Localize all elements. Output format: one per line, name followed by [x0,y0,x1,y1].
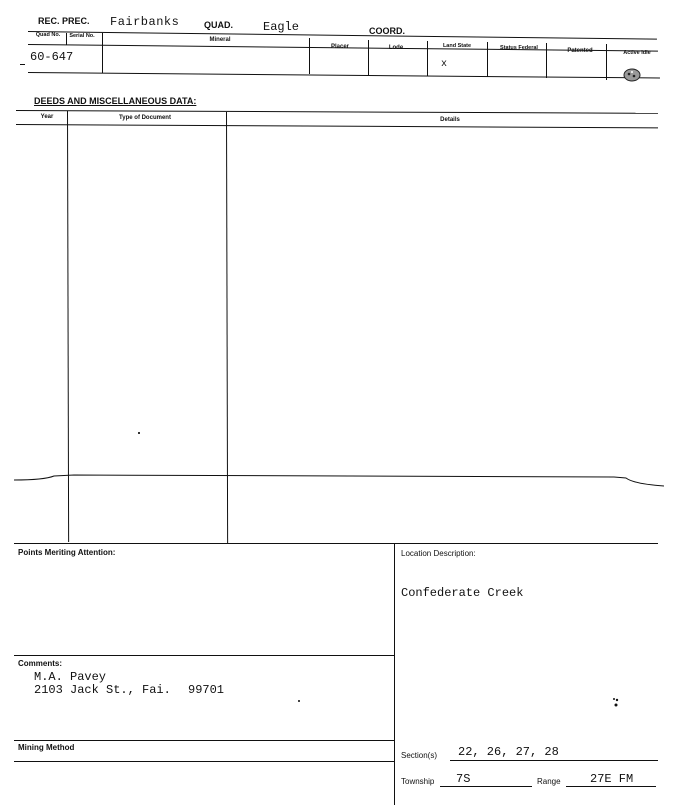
comments-label: Comments: [18,659,63,668]
sep-lode [427,41,428,76]
row-bottom-rule [28,72,660,79]
sep-status [546,43,547,78]
deeds-col-year: Year [40,114,54,120]
page-seam-line [14,468,664,494]
township-value: 7S [456,772,471,786]
sep-quad [66,33,67,45]
deeds-col-type: Type of Document [119,115,171,121]
comments-rule [14,655,394,656]
comments-zip: 99701 [188,683,225,697]
sep-serial [102,33,103,73]
col-active-idle: Active Idle [623,50,651,56]
points-label: Points Meriting Attention: [18,548,116,557]
col-quad-no: Quad No. [35,32,61,38]
deeds-top-rule [16,110,658,114]
location-value: Confederate Creek [401,586,524,600]
col-land-state: Land State [442,43,472,49]
rec-prec-value: Fairbanks [110,15,180,29]
col-placer: Placer [330,44,349,50]
location-label: Location Description: [401,549,476,558]
township-label: Township [401,777,435,786]
speck [138,432,140,434]
range-value: 27E FM [590,772,634,786]
row-dash-mark [20,64,25,65]
stamp-seal-icon [622,68,642,82]
rec-prec-label: REC. PREC. [38,16,90,26]
ink-blot [612,696,620,708]
deeds-head-rule [16,124,658,128]
mining-rule [14,740,394,741]
comments-line1: M.A. Pavey [34,670,107,684]
range-label: Range [537,777,561,786]
township-underline [440,786,532,787]
sep-land [487,42,488,77]
lower-top-rule [14,543,658,544]
sep-mineral [309,38,310,74]
sections-label: Section(s) [401,751,438,760]
sections-value: 22, 26, 27, 28 [458,745,559,759]
deeds-title: DEEDS AND MISCELLANEOUS DATA: [34,96,197,106]
col-patented: Patented [567,48,593,54]
quad-value: Eagle [263,20,300,34]
col-lode: Lode [388,45,404,51]
mining-bottom-rule [14,761,394,762]
col-serial-no: Serial No. [69,33,95,39]
sections-underline [450,760,658,761]
sep-patented [606,44,607,80]
mining-label: Mining Method [18,743,75,752]
deeds-col-details: Details [440,117,460,123]
sep-placer [368,40,369,75]
quad-no-value: 60-647 [30,50,74,64]
col-status-federal: Status Federal [500,45,538,51]
speck-2 [298,700,300,702]
land-state-mark: x [441,59,448,70]
col-mineral: Mineral [209,37,231,43]
quad-label: QUAD. [204,20,233,30]
range-underline [566,786,656,787]
header-top-rule [28,31,657,40]
comments-line2: 2103 Jack St., Fai. [34,683,171,697]
lower-center-divider [394,543,395,805]
coord-label: COORD. [369,26,405,36]
